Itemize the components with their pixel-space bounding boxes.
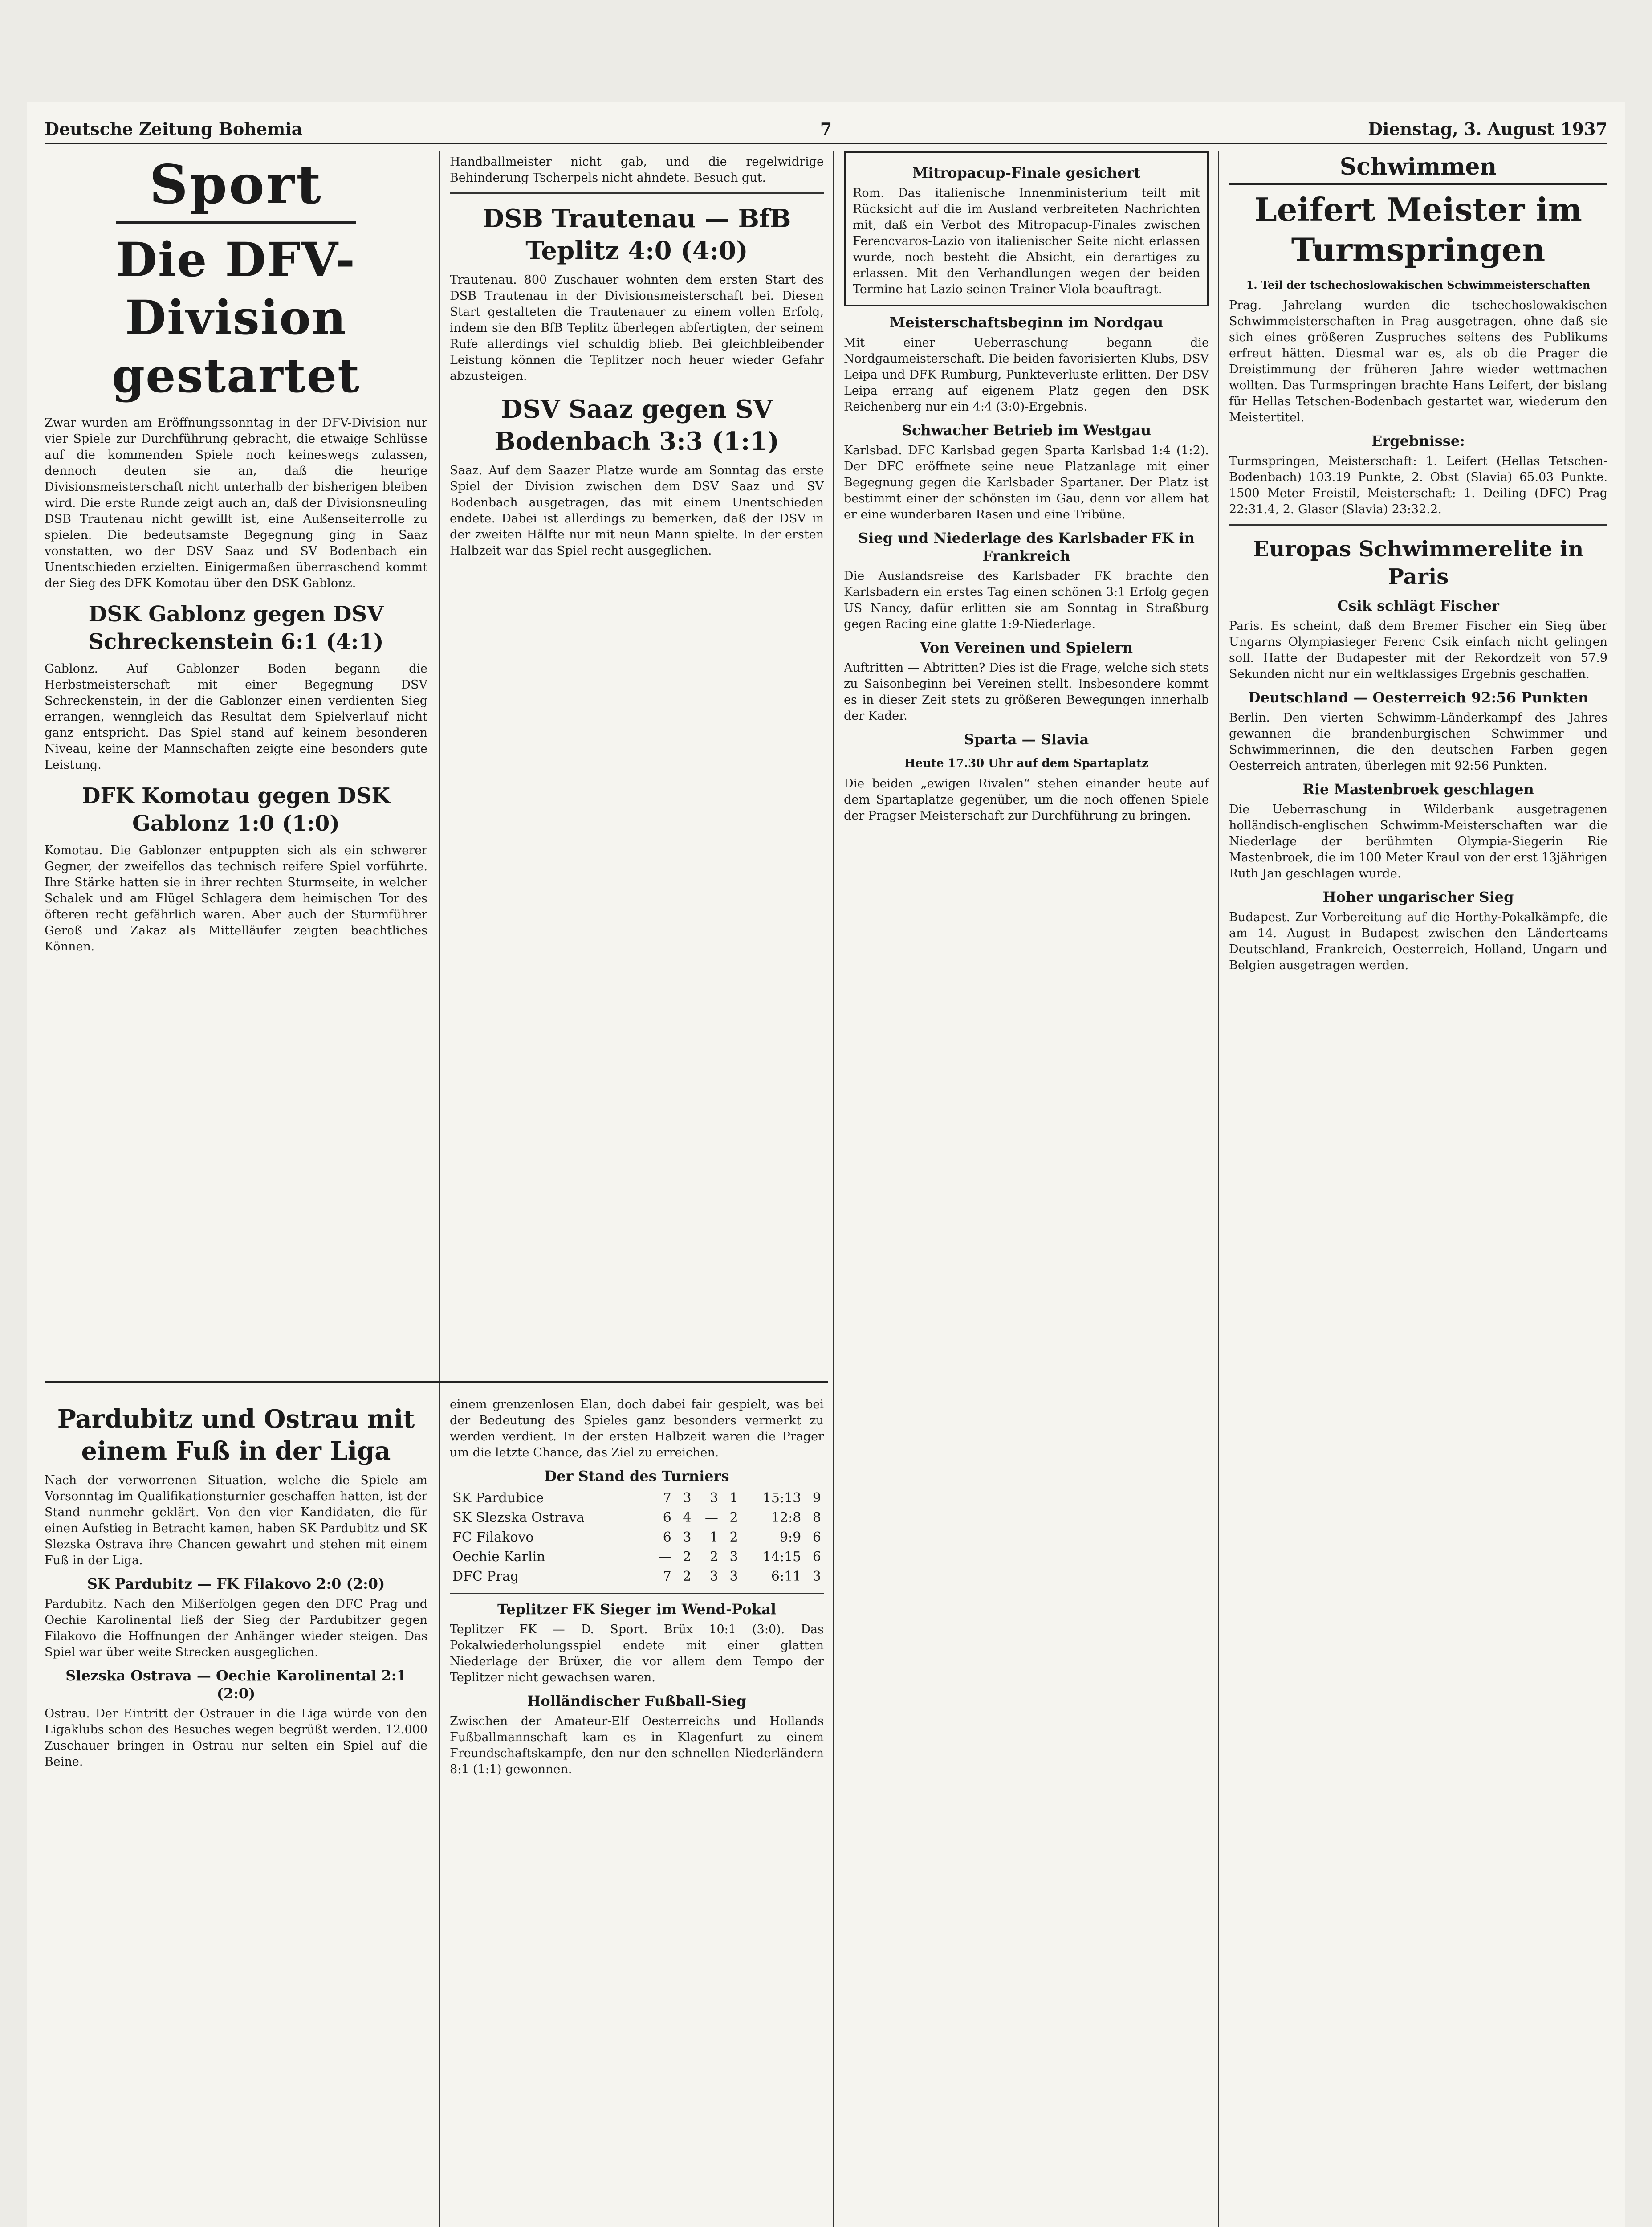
section-divider — [45, 1381, 828, 1383]
table-cell: 3 — [709, 1490, 718, 1506]
table-cell: 6 — [812, 1549, 821, 1565]
headline-nordgau: Meisterschaftsbeginn im Nordgau — [889, 314, 1164, 331]
table-row — [450, 1489, 824, 1508]
table-cell: 4 — [683, 1510, 692, 1525]
vereine-text: Auftritten — Abtritten? Dies ist die Frage, welche sich stets zu Saisonbeginn bei Vereinen stellt. Insbesondere kommt es in dieser Zeit stets zu größeren Bewegungen innerhalb der Kader. — [844, 661, 1209, 723]
table-cell: 7 — [663, 1569, 671, 1584]
table-row — [450, 1567, 824, 1587]
headline-swim: Leifert Meister im Turmspringen — [1254, 191, 1582, 269]
headline-frankreich: Sieg und Niederlage des Karlsbader FK in Frankreich — [858, 530, 1195, 564]
table-cell: 2 — [683, 1569, 692, 1584]
table-row — [450, 1547, 824, 1567]
headline-paris: Europas Schwimmerelite in Paris — [1253, 537, 1584, 589]
results-text: Turmspringen, Meisterschaft: 1. Leifert (Hellas Tetschen-Bodenbach) 103.19 Punkte, 2. Obst (Slavia) 65.03 Punkte. 1500 Meter Freistil, Meisterschaft: 1. Deiling (DFC) Prag 22:31.4, 2. Glaser (Slavia) 23:32.2. — [1229, 454, 1607, 516]
paris-text: Paris. Es scheint, daß dem Bremer Fischer ein Sieg über Ungarns Olympiasieger Ferenc Csik einfach nicht gelingen soll. Hatte der Budapester mit der Rekordzeit von 57.9 Sekunden nicht nur ein weltklassiges Ergebnis geschaffen. — [1229, 619, 1607, 681]
table-cell: 3 — [709, 1569, 718, 1584]
table-cell: 3 — [683, 1530, 692, 1545]
headline-standings: Der Stand des Turniers — [544, 1468, 729, 1485]
intro-text: Zwar wurden am Eröffnungssonntag in der DFV-Division nur vier Spiele zur Durchführung gebracht, die etwaige Schlüsse auf die kommenden Spiele noch keineswegs zulassen, dennoch deuten sie an, daß die heurige Divisionsmeisterschaft nicht unterhalb der bisherigen bleiben wird. Die erste Runde zeigt auch an, daß der Divisionsneuling DSB Trautenau nicht gewillt ist, eine Außenseiterrolle zu spielen. Die bedeutsamste Begegnung ging in Saaz vonstatten, wo der DSV Saaz und SV Bodenbach ein Unentschieden erzielten. Einigermaßen überraschend kommt der Sieg des DFK Komotau über den DSK Gablonz. — [45, 416, 427, 590]
mastenbroek-text: Die Ueberraschung in Wilderbank ausgetragenen holländisch-englischen Schwimm-Meisterschaften war die Niederlage der berühmten Olympia-Siegerin Rie Mastenbroek, die im 100 Meter Kraul von der erst 13jährigen Ruth Jan geschlagen wurde. — [1229, 803, 1607, 881]
subhead-paris: Csik schlägt Fischer — [1337, 597, 1499, 614]
ungar-text: Budapest. Zur Vorbereitung auf die Horthy-Pokalkämpfe, die am 14. August in Budapest zwischen den Länderteams Deutschland, Frankreich, Oesterreich, Holland, Ungarn und Belgien ausgetragen werden. — [1229, 910, 1607, 972]
table-cell: 3 — [729, 1549, 738, 1565]
headline-mitropacup: Mitropacup-Finale gesichert — [912, 164, 1141, 181]
trautenau-text: Trautenau. 800 Zuschauer wohnten dem ersten Start des DSB Trautenau in der Divisionsmeisterschaft bei. Diesen Start gestalteten die Trautenauer zu einem vollen Erfolg, indem sie den BfB Teplitz überlegen abfertigten, der seinem Rufe allerdings viel schuldig blieb. Bei gleichbleibender Leistung können die Teplitzer noch heuer wieder Gefahr abzusteigen. — [450, 273, 824, 383]
headline-holland: Holländischer Fußball-Sieg — [527, 1693, 746, 1709]
headline-slavia: Sparta — Slavia — [964, 731, 1089, 748]
table-cell: 3 — [729, 1569, 738, 1584]
headline-deutschland: Deutschland — Oesterreich 92:56 Punkten — [1248, 689, 1589, 706]
slezska-text: Ostrau. Der Eintritt der Ostrauer in die Liga würde von den Ligaklubs schon des Besuches wegen begrüßt werden. 12.000 Zuschauer bringen in Ostrau nur selten ein Spiel auf die Beine. — [45, 1707, 427, 1769]
table-cell: 6 — [663, 1530, 671, 1545]
column-1 — [45, 151, 427, 1372]
table-cell: Oechie Karlin — [452, 1549, 545, 1565]
table-cell: 2 — [729, 1510, 738, 1525]
pardubitz-text: Nach der verworrenen Situation, welche die Spiele am Vorsonntag im Qualifikationsturnier geschaffen hatten, ist der Stand nunmehr geklärt. Von den vier Kandidaten, die für einen Aufstieg in Betracht kamen, haben SK Pardubitz und SK Slezska Ostrava ihre Chancen gewahrt und stehen mit einem Fuß in der Liga. — [45, 1473, 427, 1567]
westgau-text: Karlsbad. DFC Karlsbad gegen Sparta Karlsbad 1:4 (1:2). Der DFC eröffnete seine neue Platzanlage mit einer Begegnung gegen die Karlsbader Spartaner. Der Platz ist bestimmt einer der schönsten im Gau, denn vor allem hat er eine wunderbaren Rasen und eine Tribüne. — [844, 444, 1209, 522]
bottom-left-article — [45, 1394, 427, 2227]
deutschland-text: Berlin. Den vierten Schwimm-Länderkampf des Jahres gewannen die brandenburgischen Schwimmer und Schwimmerinnen, die den deutschen Farben gegen Oesterreich antraten, überlegen mit 92:56 Punkten. — [1229, 711, 1607, 773]
komotau-text: Komotau. Die Gablonzer entpuppten sich als ein schwerer Gegner, der zweifellos das technisch reifere Spiel vorführte. Ihre Stärke hatten sie in ihrer rechten Sturmseite, in welcher Schalek und am Flügel Schlagera dem heimischen Tor des öfteren recht gefährlich waren. Aber auch der Sturmführer Geroß und Zakaz als Mittelläufer zeigten beachtliches Können. — [45, 844, 427, 954]
gablonz-text: Gablonz. Auf Gablonzer Boden begann die Herbstmeisterschaft mit einer Begegnung DSV Schreckenstein, in der die Gablonzer einen verdienten Sieg errangen, wenngleich das Resultat dem Spielverlauf nicht ganz entspricht. Das Spiel stand auf keinem besonderen Niveau, keine der Mannschaften zeigte eine besonders gute Leistung. — [45, 662, 427, 772]
table-cell: 15:13 — [762, 1490, 802, 1506]
divider — [450, 1593, 824, 1594]
column-rule — [1218, 151, 1219, 2227]
table-cell: — — [658, 1549, 671, 1565]
column-rule — [439, 151, 440, 2227]
table-cell: 14:15 — [762, 1549, 802, 1565]
newspaper-page — [27, 102, 1625, 2227]
filakovo-text: Pardubitz. Nach den Mißerfolgen gegen den DFC Prag und Oechie Karolinental ließ der Sieg der Pardubitzer gegen Filakovo die Hoffnungen der Anhänger wieder steigen. Das Spiel war über weite Strecken ausgeglichen. — [45, 1597, 427, 1659]
table-cell: 6 — [812, 1530, 821, 1545]
headline-pardubitz: Pardubitz und Ostrau mit einem Fuß in der Liga — [57, 1404, 415, 1466]
headline-wendpokal: Teplitzer FK Sieger im Wend-Pokal — [497, 1601, 776, 1618]
table-cell: — — [704, 1510, 718, 1525]
headline-filakovo: SK Pardubitz — FK Filakovo 2:0 (2:0) — [87, 1575, 385, 1592]
continued-text: einem grenzenlosen Elan, doch dabei fair gespielt, was bei der Bedeutung des Spieles ganz besonders vermerkt zu werden verdient. In der ersten Halbzeit waren die Prager um die letzte Chance, das Ziel zu erreichen. — [450, 1398, 824, 1460]
table-cell: 2 — [683, 1549, 692, 1565]
table-cell: 12:8 — [771, 1510, 802, 1525]
page-number: 7 — [820, 119, 832, 139]
saaz-text: Saaz. Auf dem Saazer Platze wurde am Sonntag das erste Spiel der Division zwischen dem DSV Saaz und SV Bodenbach ausgetragen, das mit einem Unentschieden endete. Dabei ist allerdings zu bemerken, daß der DSV in der zweiten Hälfte nur mit neun Mann spielte. In der ersten Halbzeit war das Spiel recht ausgeglichen. — [450, 464, 824, 558]
table-cell: SK Slezska Ostrava — [452, 1510, 585, 1525]
table-cell: FC Filakovo — [452, 1530, 534, 1545]
table-cell: 1 — [729, 1490, 738, 1506]
column-4 — [1229, 151, 1607, 2227]
headline-vereine: Von Vereinen und Spielern — [920, 639, 1133, 656]
headline-trautenau: DSB Trautenau — BfB Teplitz 4:0 (4:0) — [482, 204, 791, 265]
column-rule — [833, 151, 834, 2227]
wendpokal-text: Teplitzer FK — D. Sport. Brüx 10:1 (3:0). Das Pokalwiederholungsspiel endete mit einer glatten Niederlage der Brüxer, die vor allem dem Tempo der Teplitzer nicht gewachsen waren. — [450, 1623, 824, 1685]
headline-results: Ergebnisse: — [1371, 432, 1465, 449]
holland-text: Zwischen der Amateur-Elf Oesterreichs und Hollands Fußballmannschaft kam es in Klagenfurt zu einem Freundschaftskampfe, den nur den schnellen Niederländern 8:1 (1:1) gewonnen. — [450, 1714, 824, 1776]
table-cell: 6 — [663, 1510, 671, 1525]
mitropacup-box — [844, 151, 1209, 306]
headline-westgau: Schwacher Betrieb im Westgau — [901, 422, 1152, 439]
table-cell: 6:11 — [771, 1569, 802, 1584]
headline-ungar: Hoher ungarischer Sieg — [1322, 889, 1514, 905]
column-2 — [450, 151, 824, 1372]
divider — [450, 192, 824, 194]
page-header — [45, 116, 1607, 144]
continued-text: Handballmeister nicht gab, und die regelwidrige Behinderung Tscherpels nicht ahndete. Besuch gut. — [450, 155, 824, 185]
swim-text: Prag. Jahrelang wurden die tschechoslowakischen Schwimmeisterschaften in Prag ausgetragen, ohne daß sie sich eines größeren Zuspruches seitens des Publikums erfreut hätten. Diesmal war es, als ob die Prager die Dreistimmung der früheren Jahre wieder wettmachen wollten. Das Turmspringen brachte Hans Leifert, der bislang für Hellas Tetschen-Bodenbach gestartet war, wiederum den Meistertitel. — [1229, 298, 1607, 424]
slavia-text: Die beiden „ewigen Rivalen“ stehen einander heute auf dem Spartaplatze gegenüber, um die noch offenen Spiele der Pragser Meisterschaft zur Durchführung zu bringen. — [844, 777, 1209, 823]
headline-slezska: Slezska Ostrava — Oechie Karolinental 2:1 (2:0) — [65, 1667, 407, 1702]
table-cell: 1 — [709, 1530, 718, 1545]
table-cell: SK Pardubice — [452, 1490, 544, 1506]
main-headline: Die DFV-Division gestartet — [111, 232, 361, 403]
table-cell: DFC Prag — [452, 1569, 519, 1584]
frankreich-text: Die Auslandsreise des Karlsbader FK brachte den Karlsbadern ein erstes Tag einen schönen 3:1 Erfolg gegen US Nancy, dafür erlitten sie am Sonntag in Straßburg gegen Racing eine glatte 1:9-Niederlage. — [844, 569, 1209, 631]
section-masthead: Sport — [149, 153, 323, 216]
divider — [1229, 524, 1607, 526]
table-cell: 3 — [683, 1490, 692, 1506]
swimming-rubric: Schwimmen — [1229, 151, 1607, 185]
issue-date: Dienstag, 3. August 1937 — [1368, 119, 1607, 139]
table-cell: 2 — [709, 1549, 718, 1565]
column-3 — [844, 151, 1209, 2227]
paper-name: Deutsche Zeitung Bohemia — [45, 119, 303, 139]
subhead-swim: 1. Teil der tschechoslowakischen Schwimmeisterschaften — [1246, 278, 1591, 291]
mitropacup-text: Rom. Das italienische Innenministerium teilt mit Rücksicht auf die im Ausland verbreiteten Nachrichten mit, daß ein Verbot des Mitropacup-Finales zwischen Ferencvaros-Lazio von italienischer Seite nicht erlassen wurde, noch besteht die Absicht, ein derartiges zu erlassen. Mit den Verhandlungen wegen der beiden Termine hat Lazio seinen Trainer Viola beauftragt. — [853, 186, 1200, 296]
masthead-rule — [116, 221, 356, 224]
subhead-slavia: Heute 17.30 Uhr auf dem Spartaplatz — [904, 757, 1148, 770]
headline-komotau: DFK Komotau gegen DSK Gablonz 1:0 (1:0) — [81, 783, 391, 836]
table-cell: 3 — [812, 1569, 821, 1584]
table-cell: 8 — [812, 1510, 821, 1525]
nordgau-text: Mit einer Ueberraschung begann die Nordgaumeisterschaft. Die beiden favorisierten Klubs, DSV Leipa und DFK Rumburg, Punkteverluste erlitten. Der DSV Leipa errang auf eigenem Platz gegen den DSK Reichenberg nur ein 4:4 (3:0)-Ergebnis. — [844, 336, 1209, 414]
table-row — [450, 1528, 824, 1547]
table-cell: 9:9 — [779, 1530, 802, 1545]
standings-table — [450, 1489, 824, 1587]
bottom-mid-article — [450, 1394, 824, 2227]
table-cell: 7 — [663, 1490, 671, 1506]
table-row — [450, 1508, 824, 1528]
headline-saaz: DSV Saaz gegen SV Bodenbach 3:3 (1:1) — [494, 395, 779, 456]
table-cell: 9 — [812, 1490, 821, 1506]
headline-gablonz: DSK Gablonz gegen DSV Schreckenstein 6:1 (4:1) — [88, 602, 384, 654]
table-cell: 2 — [729, 1530, 738, 1545]
headline-mastenbroek: Rie Mastenbroek geschlagen — [1302, 781, 1534, 798]
